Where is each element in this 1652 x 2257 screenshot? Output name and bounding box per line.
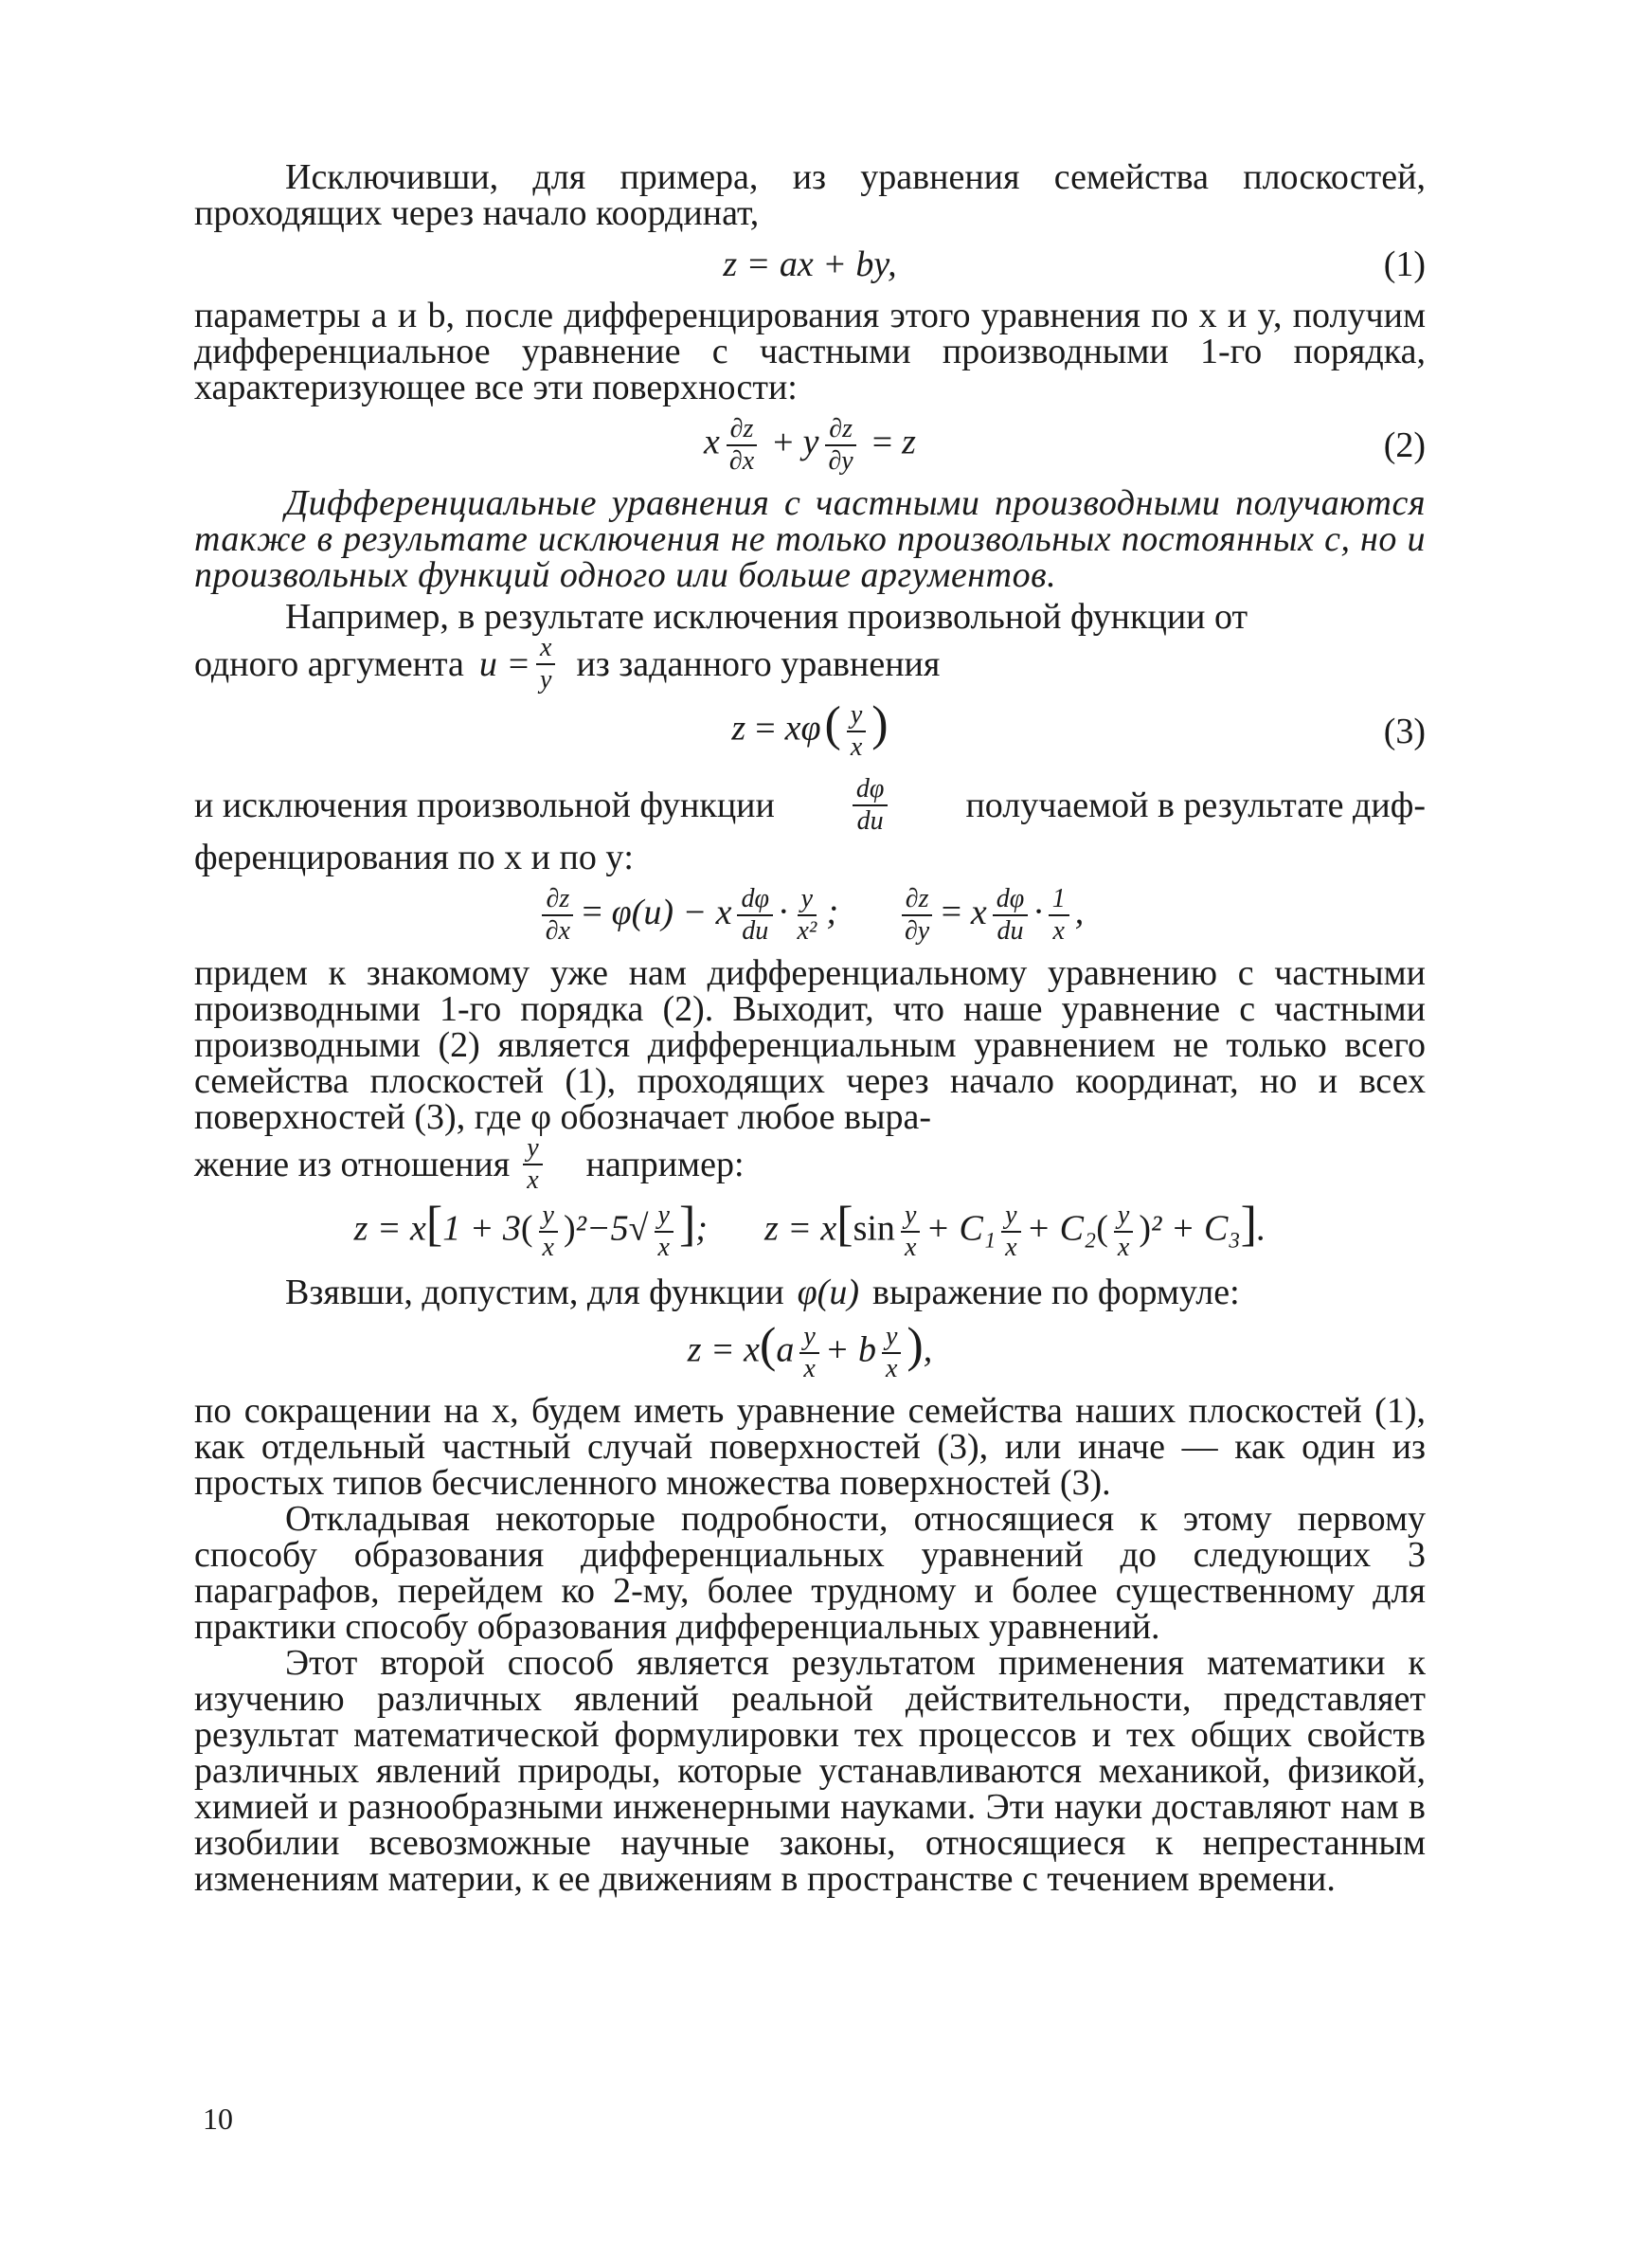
equation-2-body: x $\frac{\partial z}{\partial x}$ + y $\frac{\partial z}{\partial y}$ = z bbox=[704, 414, 916, 476]
argument-line-before: одного аргумента bbox=[194, 644, 464, 684]
equation-2 bbox=[194, 411, 1426, 479]
equation-formula bbox=[194, 1319, 1426, 1387]
paragraph-9: Взявши, допустим, для функции bbox=[285, 1273, 784, 1312]
equation-formula-body: z = x(a $\frac{y}{x}$ + b $\frac{y}{x}$ ), bbox=[687, 1318, 933, 1383]
paragraph-4: Например, в результате исключения произвольной функции от bbox=[285, 597, 1248, 637]
argument-line-after: из заданного уравнения bbox=[576, 644, 941, 684]
equation-1 bbox=[194, 237, 1426, 292]
paragraph-1: Исключивши, для примера, из уравнения семейства плоскостей, проходящих через начало координат, bbox=[194, 157, 1426, 233]
equation-3-body: z = xφ( $\frac{y}{x}$ ) bbox=[731, 696, 889, 762]
equation-derivatives-body: $\frac{\partial z}{\partial x}$ = φ(u) − x $\frac{d\varphi}{du}$ · $\frac{y}{\text{x²}}$ ; $\frac{\partial z}{\partial y}$ = x $\frac{d\varphi}{du}$ · $\frac{1}{x}$ , bbox=[536, 884, 1085, 947]
paragraph-3-italic: Дифференциальные уравнения с частными производными получаются также в результате исключения не только произвольных постоянных c, но и произвольных функций одного или больше аргументов. bbox=[194, 483, 1426, 595]
text-column bbox=[194, 159, 1426, 1897]
paragraph-11: Откладывая некоторые подробности, относящиеся к этому первому способу образования дифференциальных уравнений до следующих 3 параграфов, перейдем ко 2-му, более трудному и более существенному для практики способу образования дифференциальных уравнений. bbox=[194, 1499, 1426, 1647]
equation-1-body: z = ax + by, bbox=[723, 244, 897, 284]
equation-3-number: (3) bbox=[1383, 712, 1426, 751]
equation-derivatives bbox=[194, 881, 1426, 949]
paragraph-10: по сокращении на x, будем иметь уравнение семейства наших плоскостей (1), как отдельный частный случай поверхностей (3), или иначе — как один из простых типов бесчисленного множества поверхностей (3). bbox=[194, 1391, 1426, 1503]
equation-examples bbox=[194, 1198, 1426, 1266]
paragraph-6: ференцирования по x и по y: bbox=[194, 838, 634, 877]
paragraph-7: придем к знакомому уже нам дифференциальному уравнению с частными производными 1-го порядка (2). Выходит, что наше уравнение с частными производными (2) является дифференциальным уравнением не только всего семейства плоскостей (1), проходящих через начало координат, но и всех поверхностей (3), где φ обозначает любое выра- bbox=[194, 953, 1426, 1137]
paragraph-5: и исключения произвольной функции bbox=[194, 785, 775, 825]
argument-line: одного аргумента u = $\frac{x}{y}$ из заданного уравнения bbox=[194, 633, 941, 695]
paragraph-12: Этот второй способ является результатом применения математики к изучению различных явлений реальной действительности, представляет результат математической формулировки тех процессов и тех общих свойств различных явлений природы, которые устанавливаются механикой, физикой, химией и разнообразными инженерными науками. Эти науки доставляют нам в изобилии всевозможные научные законы, относящиеся к непрестанным изменениям материи, к ее движениям в пространстве с течением времени. bbox=[194, 1643, 1426, 1899]
function-line: Взявши, допустим, для функции φ(u) выражение по формуле: bbox=[285, 1273, 1240, 1312]
equation-examples-body: z = x[1 + 3( $\frac{y}{x}$ )²−5√ $\frac{y}{x}$ ]; z = x[sin $\frac{y}{x}$ + C₁ $\frac{y}{x}$ + C₂( $\frac{y}{x}$ )² + C₃]. bbox=[353, 1197, 1266, 1262]
ratio-line: жение из отношения $\frac{y}{x}$ например: bbox=[194, 1133, 745, 1195]
derivative-line: и исключения произвольной функции $\frac{d\varphi}{du}$ получаемой в результате диф- bbox=[194, 774, 1426, 836]
paragraph-9b: выражение по формуле: bbox=[872, 1273, 1240, 1312]
paragraph-8b: например: bbox=[585, 1145, 745, 1184]
page-number: 10 bbox=[203, 2102, 233, 2136]
paragraph-2: параметры a и b, после дифференцирования этого уравнения по x и y, получим дифференциальное уравнение с частными производными 1-го порядка, характеризующее все эти поверхности: bbox=[194, 296, 1426, 407]
equation-3 bbox=[194, 697, 1426, 766]
paragraph-8: жение из отношения bbox=[194, 1145, 511, 1184]
equation-2-number: (2) bbox=[1383, 425, 1426, 465]
equation-1-number: (1) bbox=[1383, 244, 1426, 284]
paragraph-5b: получаемой в результате диф- bbox=[965, 785, 1426, 825]
